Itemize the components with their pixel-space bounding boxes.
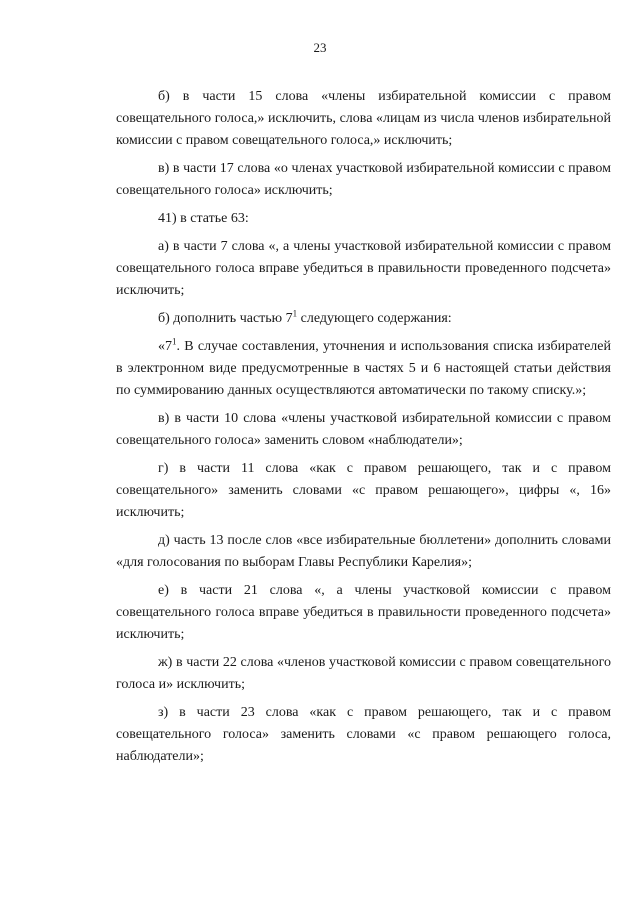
paragraph-a-part-7: а) в части 7 слова «, а члены участковой избирательной комиссии с правом совещательного голоса вправе убедиться в правильности проведенного подсчета» исключить;: [116, 239, 611, 298]
paragraph-d-part-13: д) часть 13 после слов «все избирательные бюллетени» дополнить словами «для голосования по выборам Главы Республики Карелия»;: [116, 533, 611, 570]
superscript: 1: [172, 336, 177, 347]
paragraph-text-before: б) дополнить частью 7: [158, 311, 293, 326]
paragraph-e-part-21: е) в части 21 слова «, а члены участковой комиссии с правом совещательного голоса вправе убедиться в правильности проведенного подсчета» исключить;: [116, 583, 611, 642]
page-number: 23: [313, 40, 327, 55]
paragraph-zh-part-22: ж) в части 22 слова «членов участковой комиссии с правом совещательного голоса и» исключить;: [116, 655, 611, 692]
paragraph-g-part-11: г) в части 11 слова «как с правом решающего, так и с правом совещательного» заменить словами «с правом решающего», цифры «, 16» исключить;: [116, 461, 611, 520]
paragraph-text-after: . В случае составления, уточнения и использования списка избирателей в электронном виде предусмотренные в частях 5 и 6 настоящей статьи действия по суммированию данных осуществляются автоматически по такому списку.»;: [116, 339, 611, 398]
paragraph-v-part-10: в) в части 10 слова «члены участковой избирательной комиссии с правом совещательного голоса» заменить словом «наблюдатели»;: [116, 411, 611, 448]
paragraph-v-part-17: в) в части 17 слова «о членах участковой избирательной комиссии с правом совещательного голоса» исключить;: [116, 161, 611, 198]
paragraph-b-add-part-7-1: [116, 308, 611, 330]
paragraph-b-part-15: б) в части 15 слова «члены избирательной комиссии с правом совещательного голоса,» исключить, слова «лицам из числа членов избирательной комиссии с правом совещательного голоса,» исключить;: [116, 89, 611, 148]
paragraph-item-41: 41) в статье 63:: [158, 211, 249, 226]
document-body: [116, 86, 611, 774]
paragraph-z-part-23: з) в части 23 слова «как с правом решающего, так и с правом совещательного голоса» заменить словами «с правом решающего голоса, наблюдатели»;: [116, 705, 611, 764]
paragraph-text-after: следующего содержания:: [297, 311, 452, 326]
paragraph-text-before: «7: [158, 339, 172, 354]
paragraph-part-7-1-text: [116, 336, 611, 402]
superscript: 1: [292, 308, 298, 319]
